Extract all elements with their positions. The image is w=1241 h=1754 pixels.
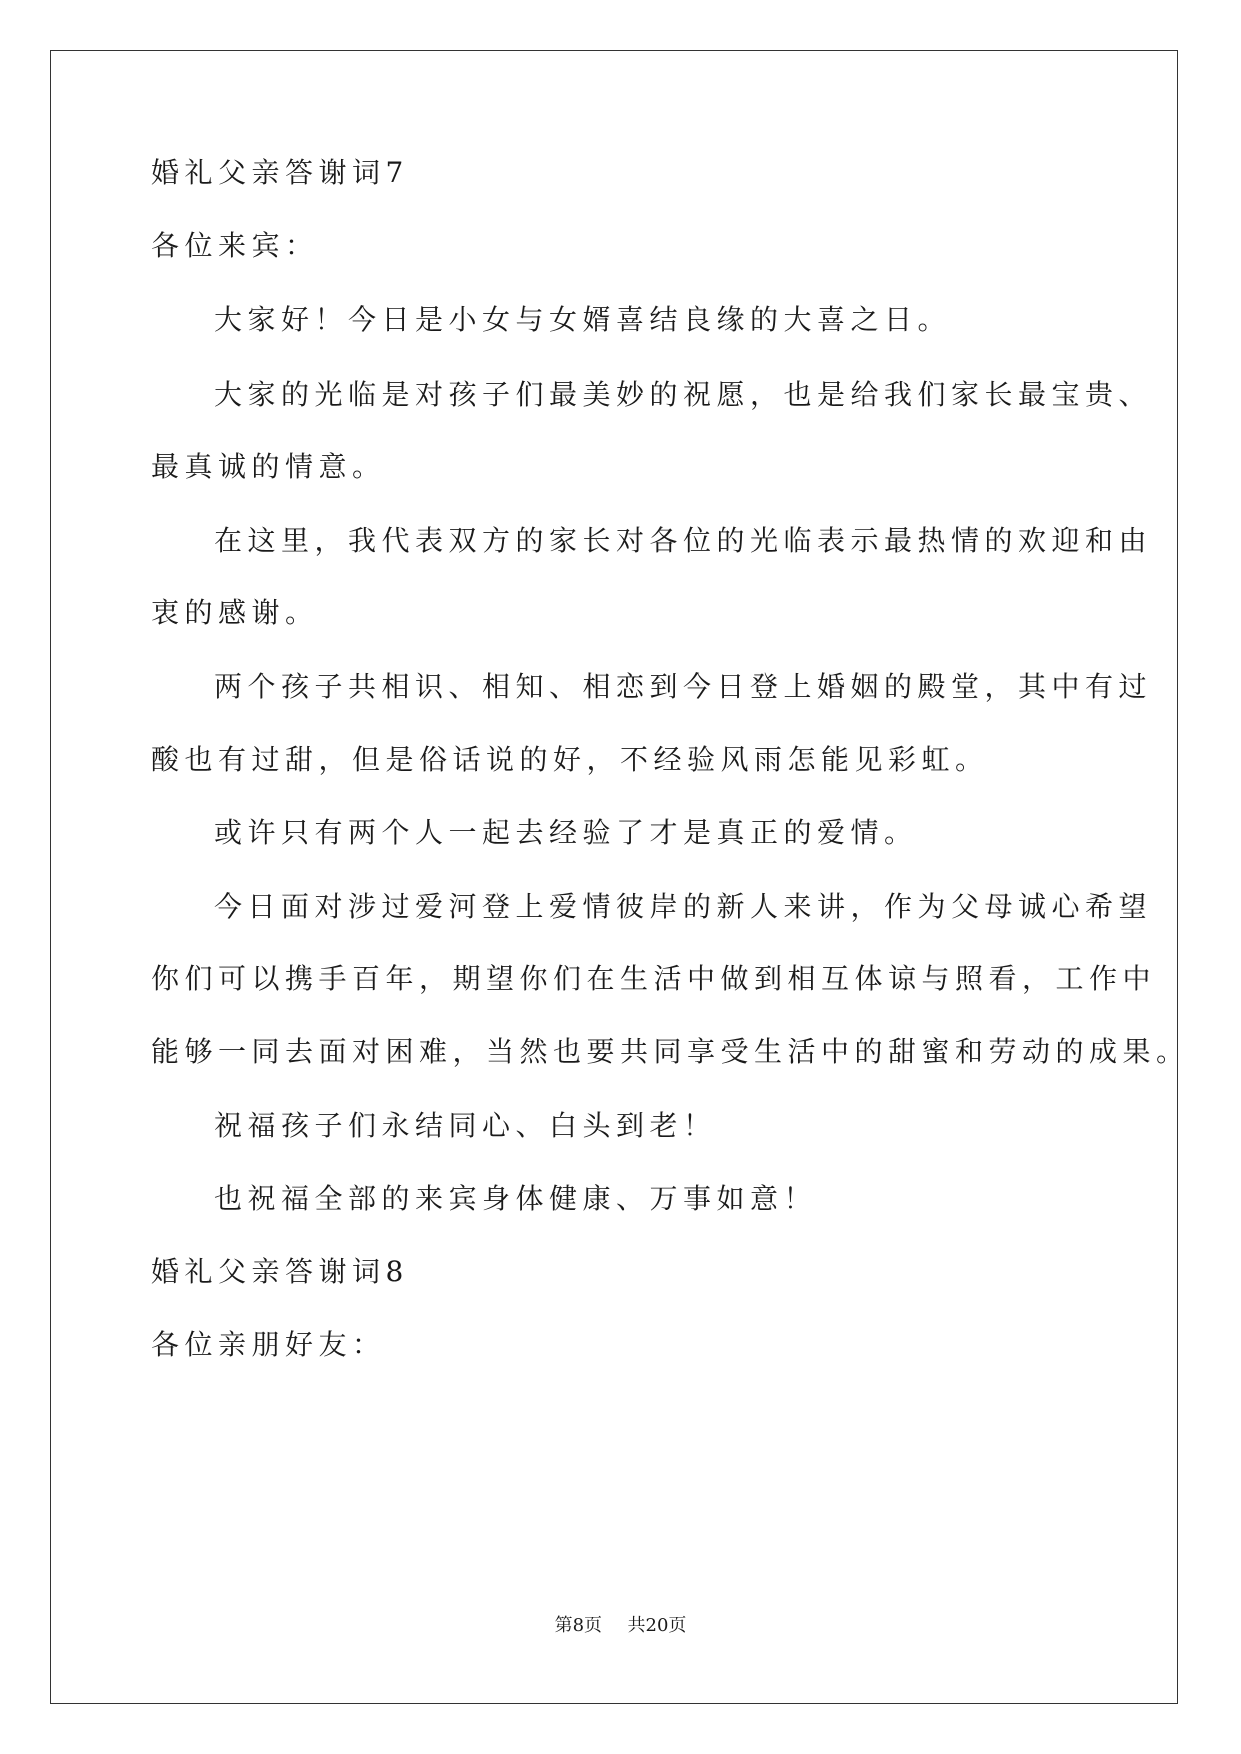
- page-number: 第8页: [554, 1615, 603, 1636]
- paragraph-line: 能够一同去面对困难，当然也要共同享受生活中的甜蜜和劳动的成果。: [151, 1035, 1190, 1068]
- paragraph-line: 酸也有过甜，但是俗话说的好，不经验风雨怎能见彩虹。: [151, 743, 989, 776]
- salutation: 各位来宾：: [151, 229, 319, 262]
- salutation: 各位亲朋好友：: [151, 1328, 386, 1361]
- paragraph-line: 祝福孩子们永结同心、白头到老！: [214, 1109, 717, 1142]
- paragraph-line: 两个孩子共相识、相知、相恋到今日登上婚姻的殿堂，其中有过: [214, 670, 1153, 703]
- section-heading: 婚礼父亲答谢词8: [151, 1255, 409, 1288]
- paragraph-line: 或许只有两个人一起去经验了才是真正的爱情。: [214, 816, 918, 849]
- section-heading: 婚礼父亲答谢词7: [151, 156, 409, 189]
- paragraph-line: 大家好！今日是小女与女婿喜结良缘的大喜之日。: [214, 303, 952, 336]
- page-border: [50, 50, 1178, 1704]
- paragraph-line: 也祝福全部的来宾身体健康、万事如意！: [214, 1182, 818, 1215]
- page-total: 共20页: [627, 1615, 687, 1636]
- paragraph-line: 最真诚的情意。: [151, 450, 386, 483]
- page-footer: [0, 1614, 1241, 1638]
- paragraph-line: 衷的感谢。: [151, 596, 319, 629]
- paragraph-line: 你们可以携手百年，期望你们在生活中做到相互体谅与照看，工作中: [151, 962, 1157, 995]
- paragraph-line: 今日面对涉过爱河登上爱情彼岸的新人来讲，作为父母诚心希望: [214, 890, 1153, 923]
- paragraph-line: 在这里，我代表双方的家长对各位的光临表示最热情的欢迎和由: [214, 524, 1153, 557]
- paragraph-line: 大家的光临是对孩子们最美妙的祝愿，也是给我们家长最宝贵、: [214, 378, 1153, 411]
